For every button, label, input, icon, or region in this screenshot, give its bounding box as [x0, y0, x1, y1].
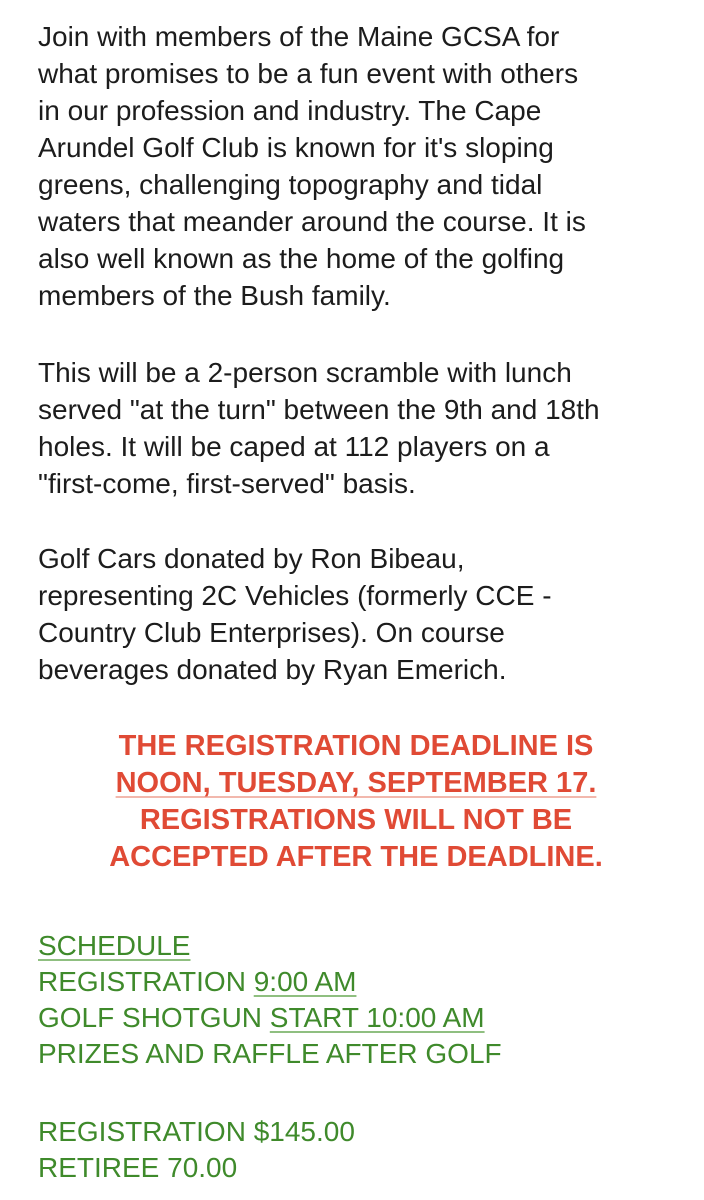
deadline-line: THE REGISTRATION DEADLINE IS — [118, 730, 594, 762]
fee-registration: REGISTRATION $145.00 — [38, 1116, 355, 1147]
deadline-line: ACCEPTED AFTER THE DEADLINE. — [109, 841, 603, 873]
sponsors-line: representing 2C Vehicles (formerly CCE - — [38, 580, 552, 611]
schedule-prizes: PRIZES AND RAFFLE AFTER GOLF — [38, 1038, 502, 1069]
registration-time-link[interactable]: 9:00 AM — [253, 966, 357, 997]
deadline-date-link[interactable]: NOON, TUESDAY, SEPTEMBER 17. — [115, 767, 597, 799]
deadline-date-row — [38, 765, 674, 802]
format-line: "first-come, first-served" basis. — [38, 468, 416, 499]
fees-section — [38, 1114, 355, 1186]
format-line: served "at the turn" between the 9th and 18th — [38, 394, 600, 425]
sponsors-paragraph — [38, 540, 552, 688]
schedule-heading-link[interactable]: SCHEDULE — [38, 930, 191, 961]
schedule-registration-label: REGISTRATION — [38, 966, 254, 997]
sponsors-line: Golf Cars donated by Ron Bibeau, — [38, 543, 465, 574]
sponsors-line: beverages donated by Ryan Emerich. — [38, 654, 507, 685]
intro-line: members of the Bush family. — [38, 280, 391, 311]
intro-line: waters that meander around the course. It is — [38, 206, 586, 237]
intro-line: Arundel Golf Club is known for it's sloping — [38, 132, 554, 163]
shotgun-time-link[interactable]: START 10:00 AM — [269, 1002, 485, 1033]
deadline-line: REGISTRATIONS WILL NOT BE — [139, 804, 573, 836]
schedule-registration-row — [38, 964, 502, 1000]
fee-retiree: RETIREE 70.00 — [38, 1152, 238, 1183]
schedule-heading-row — [38, 928, 502, 964]
intro-line: what promises to be a fun event with others — [38, 58, 579, 89]
intro-line: also well known as the home of the golfing — [38, 243, 565, 274]
sponsors-line: Country Club Enterprises). On course — [38, 617, 505, 648]
schedule-section — [38, 928, 502, 1072]
schedule-shotgun-label: GOLF SHOTGUN — [38, 1002, 270, 1033]
format-paragraph — [38, 354, 600, 502]
intro-line: greens, challenging topography and tidal — [38, 169, 543, 200]
schedule-shotgun-row — [38, 1000, 502, 1036]
intro-paragraph — [38, 18, 586, 314]
registration-deadline-notice — [38, 728, 674, 876]
format-line: This will be a 2-person scramble with lunch — [38, 357, 572, 388]
format-line: holes. It will be caped at 112 players on a — [38, 431, 550, 462]
intro-line: in our profession and industry. The Cape — [38, 95, 542, 126]
intro-line: Join with members of the Maine GCSA for — [38, 21, 560, 52]
